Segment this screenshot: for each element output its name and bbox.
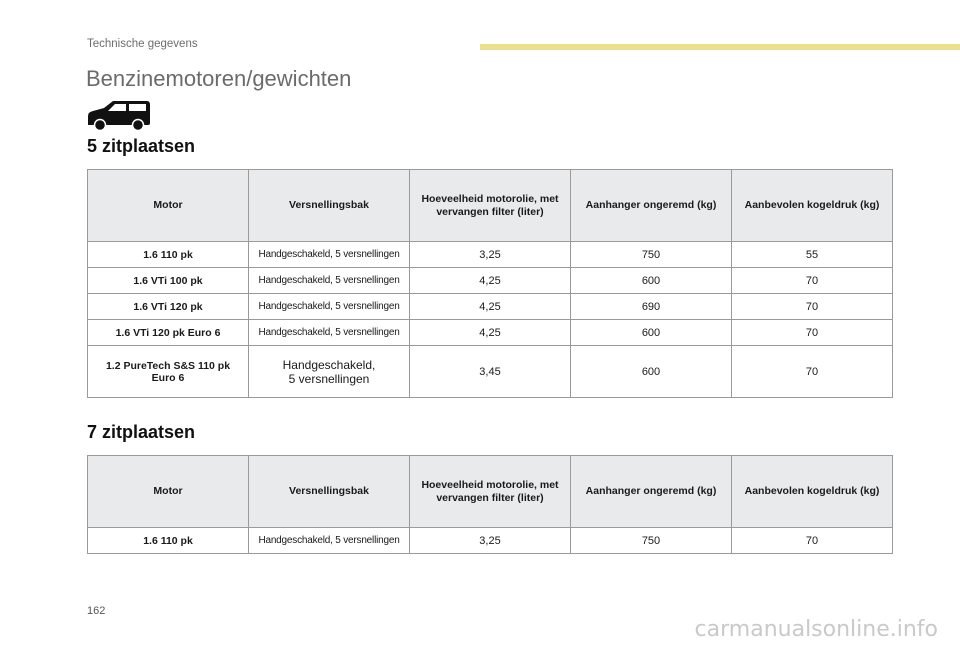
- heading-5-seats: 5 zitplaatsen: [87, 136, 196, 156]
- cell-ballpressure: 70: [732, 268, 893, 294]
- section-header: Technische gegevens: [87, 38, 198, 50]
- cell-trailer: 750: [571, 528, 732, 554]
- cell-oil: 4,25: [410, 294, 571, 320]
- cell-ballpressure: 70: [732, 528, 893, 554]
- cell-gearbox-line: 5 versnellingen: [288, 371, 370, 386]
- cell-ballpressure: 55: [732, 242, 893, 268]
- cell-oil: 3,25: [410, 528, 571, 554]
- cell-trailer: 600: [571, 346, 732, 398]
- col-header-ballpressure: Aanbevolen kogeldruk (kg): [732, 170, 893, 242]
- cell-trailer: 750: [571, 242, 732, 268]
- cell-ballpressure: 70: [732, 346, 893, 398]
- cell-motor: 1.6 110 pk: [88, 528, 249, 554]
- col-header-ballpressure: Aanbevolen kogeldruk (kg): [732, 456, 893, 528]
- cell-motor: 1.6 VTi 120 pk Euro 6: [88, 320, 249, 346]
- cell-gearbox: Handgeschakeld, 5 versnellingen: [249, 294, 410, 320]
- col-header-motor: Motor: [88, 170, 249, 242]
- van-side-icon: [86, 99, 152, 131]
- table-row: [88, 320, 893, 346]
- col-header-gearbox: Versnellingsbak: [249, 170, 410, 242]
- table-row: [88, 346, 893, 398]
- cell-oil: 4,25: [410, 268, 571, 294]
- cell-motor: [88, 346, 249, 398]
- cell-motor-line: 1.2 PureTech S&S 110 pk: [105, 359, 231, 372]
- cell-motor: 1.6 110 pk: [88, 242, 249, 268]
- cell-gearbox: Handgeschakeld, 5 versnellingen: [249, 320, 410, 346]
- table-row: [88, 528, 893, 554]
- cell-motor: 1.6 VTi 100 pk: [88, 268, 249, 294]
- page-number: 162: [87, 605, 106, 617]
- col-header-oil: Hoeveelheid motorolie, met vervangen filter (liter): [410, 456, 571, 528]
- col-header-oil: Hoeveelheid motorolie, met vervangen filter (liter): [410, 170, 571, 242]
- col-header-motor: Motor: [88, 456, 249, 528]
- table-row: [88, 242, 893, 268]
- cell-oil: 3,45: [410, 346, 571, 398]
- cell-gearbox: Handgeschakeld, 5 versnellingen: [249, 242, 410, 268]
- cell-ballpressure: 70: [732, 320, 893, 346]
- cell-oil: 3,25: [410, 242, 571, 268]
- table-row: [88, 294, 893, 320]
- table-row: [88, 268, 893, 294]
- cell-trailer: 600: [571, 320, 732, 346]
- heading-7-seats: 7 zitplaatsen: [87, 422, 196, 442]
- spec-table-7-seats: [87, 455, 893, 554]
- cell-motor-line: Euro 6: [151, 371, 185, 384]
- table-header-row: [88, 170, 893, 242]
- cell-motor: 1.6 VTi 120 pk: [88, 294, 249, 320]
- col-header-gearbox: Versnellingsbak: [249, 456, 410, 528]
- col-header-trailer: Aanhanger ongeremd (kg): [571, 456, 732, 528]
- page-title: Benzinemotoren/gewichten: [86, 66, 352, 91]
- watermark-link[interactable]: carmanualsonline.info: [694, 617, 938, 642]
- col-header-trailer: Aanhanger ongeremd (kg): [571, 170, 732, 242]
- header-accent-bar: [480, 44, 960, 50]
- cell-ballpressure: 70: [732, 294, 893, 320]
- cell-gearbox: Handgeschakeld, 5 versnellingen: [249, 528, 410, 554]
- cell-oil: 4,25: [410, 320, 571, 346]
- table-header-row: [88, 456, 893, 528]
- spec-table-5-seats: [87, 169, 893, 398]
- cell-gearbox: [249, 346, 410, 398]
- cell-gearbox: Handgeschakeld, 5 versnellingen: [249, 268, 410, 294]
- cell-trailer: 600: [571, 268, 732, 294]
- cell-gearbox-line: Handgeschakeld,: [282, 357, 376, 372]
- cell-trailer: 690: [571, 294, 732, 320]
